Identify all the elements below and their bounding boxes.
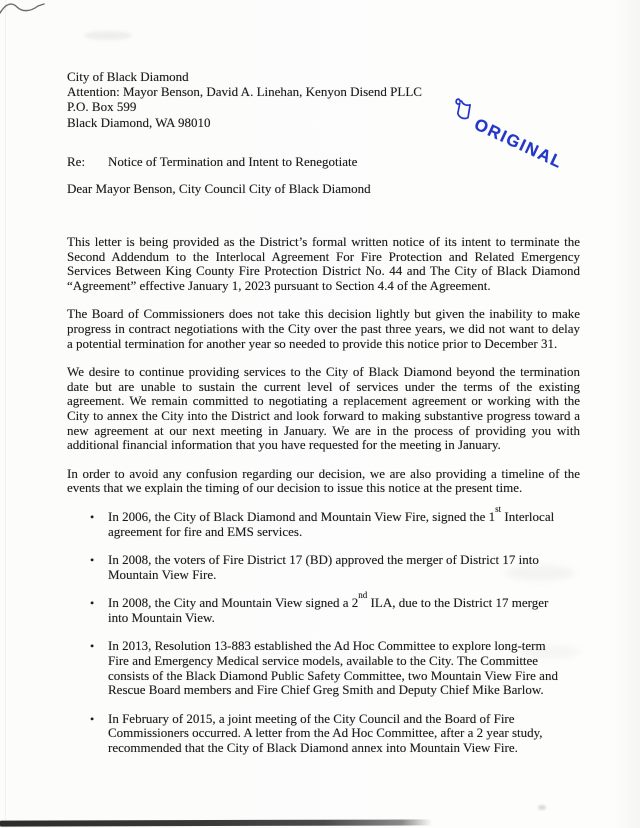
scan-smudge — [84, 31, 132, 40]
bullet-text-pre: In 2008, the City and Mountain View signed a 2 — [108, 595, 359, 611]
bullet-icon: • — [90, 711, 95, 726]
re-line — [67, 155, 580, 170]
paragraph-timeline-intro: In order to avoid any confusion regarding our decision, we are also providing a timeline of the events that we explain the timing of our decision to issue this notice at the present time. — [67, 465, 580, 496]
bullet-icon: • — [90, 639, 95, 654]
timeline-item-2008-ila — [67, 589, 580, 625]
recipient-line: P.O. Box 599 — [67, 99, 137, 115]
timeline-item-2006 — [67, 503, 580, 539]
paragraph-board-decision: The Board of Commissioners does not take this decision lightly but given the inability to make progress in contract negotiations with the City over the past three years, we did not want to delay a potential termination for another year so needed to provide this notice prior to December 31. — [67, 306, 580, 351]
letter-content — [67, 69, 580, 770]
recipient-address-block — [67, 69, 580, 130]
bullet-text — [108, 553, 563, 582]
timeline-item-2015 — [67, 712, 580, 756]
bullet-text-pre: In February of 2015, a joint meeting of the City Council and the Board of Fire Commissioners occurred. A letter from the Ad Hoc Committee, after a 2 year study, recommended that the City of Black Diamond annex into Mountain View Fire. — [108, 710, 543, 756]
bullet-icon: • — [90, 553, 95, 568]
re-label: Re: — [67, 153, 86, 169]
paragraph-termination-notice: This letter is being provided as the District’s formal written notice of its intent to terminate the Second Addendum to the Interlocal Agreement For Fire Protection and Related Emergency Services Between King County Fire Protection District No. 44 and The City of Black Diamond “Agreement” effective January 1, 2023 pursuant to Section 4.4 of the Agreement. — [67, 234, 580, 293]
bullet-text-post: Interlocal agreement for fire and EMS services. — [108, 508, 555, 539]
scan-hair-artifact — [0, 0, 50, 20]
bullet-icon: • — [90, 596, 95, 611]
paragraph-continue-services: We desire to continue providing services to the City of Black Diamond beyond the termination date but are unable to sustain the current level of services under the terms of the existing agreement. We remain committed to negotiating a replacement agreement or working with the City to annex the City into the District and look forward to making substantive progress toward a new agreement at our next meeting in January. We are in the process of providing you with additional financial information that you have requested for the meeting in January. — [67, 364, 580, 453]
timeline-bullet-list — [67, 503, 580, 756]
bullet-text — [108, 589, 563, 625]
scan-smudge — [538, 805, 546, 810]
salutation: Dear Mayor Benson, City Council City of Black Diamond — [67, 181, 371, 197]
timeline-item-2013 — [67, 639, 580, 697]
ordinal-suffix: nd — [358, 589, 368, 600]
scan-edge-line — [5, 0, 6, 828]
recipient-line: Attention: Mayor Benson, David A. Linehan, Kenyon Disend PLLC — [67, 84, 422, 100]
bullet-text-pre: In 2008, the voters of Fire District 17 (BD) approved the merger of District 17 into Mountain View Fire. — [108, 552, 539, 582]
original-stamp-text: ORIGINAL — [471, 114, 567, 173]
recipient-line: City of Black Diamond — [67, 69, 189, 84]
bullet-text — [108, 712, 563, 756]
bullet-text-post: ILA, due to the District 17 merger into Mountain View. — [108, 595, 549, 625]
timeline-item-2008-merger — [67, 553, 580, 582]
bullet-text-pre: In 2006, the City of Black Diamond and Mountain View Fire, signed the 1 — [108, 508, 496, 524]
recipient-line: Black Diamond, WA 98010 — [67, 114, 211, 130]
bullet-text-pre: In 2013, Resolution 13-883 established the Ad Hoc Committee to explore long-term Fire and Emergency Medical service models, available to the City. The Committee consists of the Black Diamond Public Safety Committee, two Mountain View Fire and Rescue Board members and Fire Chief Greg Smith and Deputy Chief Mike Barlow. — [108, 638, 558, 698]
ordinal-suffix: st — [495, 503, 502, 514]
re-subject: Notice of Termination and Intent to Renegotiate — [108, 153, 358, 169]
bullet-icon: • — [90, 509, 95, 524]
scan-bottom-bar-artifact — [0, 819, 432, 826]
bullet-text — [108, 503, 563, 539]
bullet-text — [108, 639, 563, 697]
